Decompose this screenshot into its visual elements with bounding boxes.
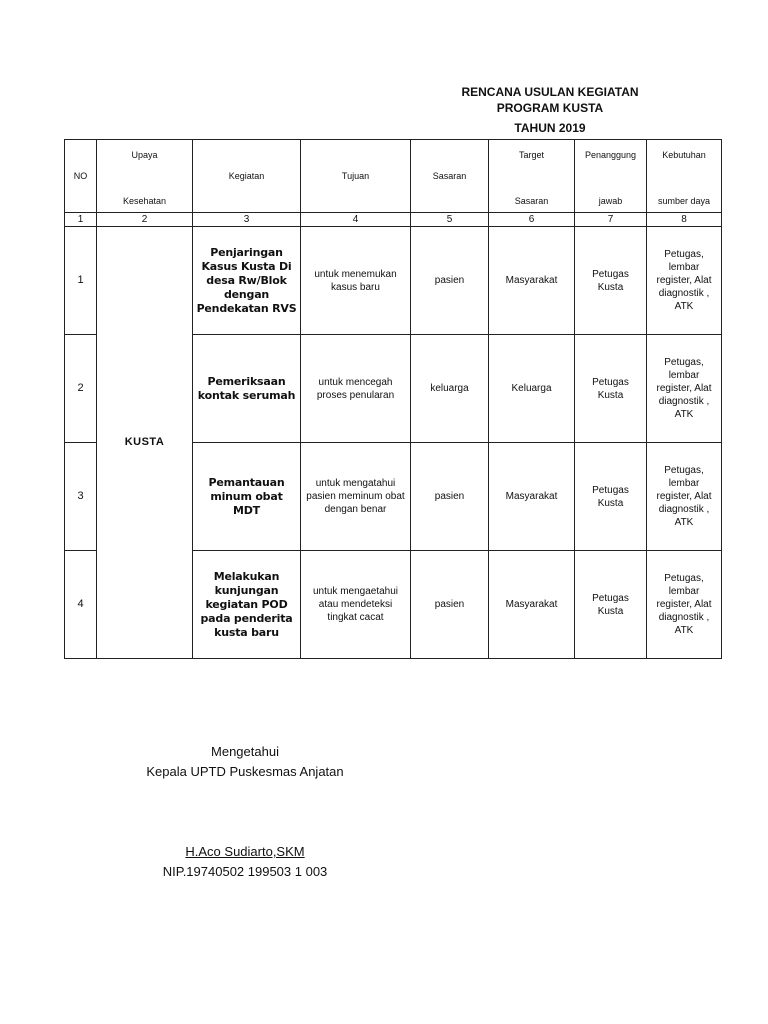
target-group-cell: pasien bbox=[411, 443, 489, 551]
objective-cell: untuk menemukan kasus baru bbox=[301, 227, 411, 335]
header-kebutuhan-top: Kebutuhan bbox=[662, 150, 706, 160]
resources-cell: Petugas, lembar register, Alat diagnostik , ATK bbox=[647, 227, 722, 335]
header-upaya-top: Upaya bbox=[131, 150, 158, 160]
target-cell: Masyarakat bbox=[489, 443, 575, 551]
signer-position: Kepala UPTD Puskesmas Anjatan bbox=[146, 764, 344, 779]
signer-nip: NIP.19740502 199503 1 003 bbox=[162, 864, 328, 879]
column-number: 1 bbox=[65, 213, 97, 227]
header-upaya bbox=[97, 140, 193, 213]
title-line-1: RENCANA USULAN KEGIATAN bbox=[461, 85, 639, 99]
target-cell: Masyarakat bbox=[489, 551, 575, 659]
column-number: 7 bbox=[575, 213, 647, 227]
header-kegiatan: Kegiatan bbox=[193, 140, 301, 213]
title-line-3: TAHUN 2019 bbox=[514, 121, 586, 135]
header-pj-bottom: jawab bbox=[598, 196, 623, 206]
row-number: 4 bbox=[65, 551, 97, 659]
objective-cell: untuk mencegah proses penularan bbox=[301, 335, 411, 443]
row-number: 2 bbox=[65, 335, 97, 443]
activity-cell: Melakukan kunjungan kegiatan POD pada penderita kusta baru bbox=[193, 551, 301, 659]
signature-footer bbox=[130, 842, 360, 882]
row-number: 1 bbox=[65, 227, 97, 335]
table-row bbox=[65, 227, 722, 335]
header-target bbox=[489, 140, 575, 213]
resources-cell: Petugas, lembar register, Alat diagnostik , ATK bbox=[647, 551, 722, 659]
target-cell: Keluarga bbox=[489, 335, 575, 443]
activity-cell: Pemeriksaan kontak serumah bbox=[193, 335, 301, 443]
column-number: 3 bbox=[193, 213, 301, 227]
column-number: 6 bbox=[489, 213, 575, 227]
header-upaya-bottom: Kesehatan bbox=[122, 196, 167, 206]
header-penanggung-jawab bbox=[575, 140, 647, 213]
responsible-cell: Petugas Kusta bbox=[575, 335, 647, 443]
target-group-cell: keluarga bbox=[411, 335, 489, 443]
activity-cell: Pemantauan minum obat MDT bbox=[193, 443, 301, 551]
header-sasaran: Sasaran bbox=[411, 140, 489, 213]
header-tujuan: Tujuan bbox=[301, 140, 411, 213]
objective-cell: untuk mengatahui pasien meminum obat dengan benar bbox=[301, 443, 411, 551]
objective-cell: untuk mengaetahui atau mendeteksi tingkat cacat bbox=[301, 551, 411, 659]
column-number: 5 bbox=[411, 213, 489, 227]
column-number-row bbox=[65, 213, 722, 227]
responsible-cell: Petugas Kusta bbox=[575, 227, 647, 335]
program-cell: KUSTA bbox=[97, 227, 193, 659]
header-no: NO bbox=[65, 140, 97, 213]
resources-cell: Petugas, lembar register, Alat diagnostik , ATK bbox=[647, 335, 722, 443]
row-number: 3 bbox=[65, 443, 97, 551]
target-cell: Masyarakat bbox=[489, 227, 575, 335]
header-row bbox=[65, 140, 722, 213]
signature-header bbox=[130, 742, 360, 782]
signer-name: H.Aco Sudiarto,SKM bbox=[185, 844, 305, 859]
column-number: 2 bbox=[97, 213, 193, 227]
header-pj-top: Penanggung bbox=[584, 150, 637, 160]
activity-cell: Penjaringan Kasus Kusta Di desa Rw/Blok dengan Pendekatan RVS bbox=[193, 227, 301, 335]
header-kebutuhan-bottom: sumber daya bbox=[657, 196, 711, 206]
document-title bbox=[440, 84, 660, 136]
target-group-cell: pasien bbox=[411, 551, 489, 659]
header-target-bottom: Sasaran bbox=[514, 196, 549, 206]
column-number: 4 bbox=[301, 213, 411, 227]
responsible-cell: Petugas Kusta bbox=[575, 443, 647, 551]
title-line-2: PROGRAM KUSTA bbox=[496, 101, 604, 115]
responsible-cell: Petugas Kusta bbox=[575, 551, 647, 659]
column-number: 8 bbox=[647, 213, 722, 227]
target-group-cell: pasien bbox=[411, 227, 489, 335]
activity-plan-table bbox=[64, 139, 722, 659]
resources-cell: Petugas, lembar register, Alat diagnostik , ATK bbox=[647, 443, 722, 551]
header-kebutuhan bbox=[647, 140, 722, 213]
acknowledge-label: Mengetahui bbox=[211, 744, 279, 759]
header-target-top: Target bbox=[518, 150, 544, 160]
